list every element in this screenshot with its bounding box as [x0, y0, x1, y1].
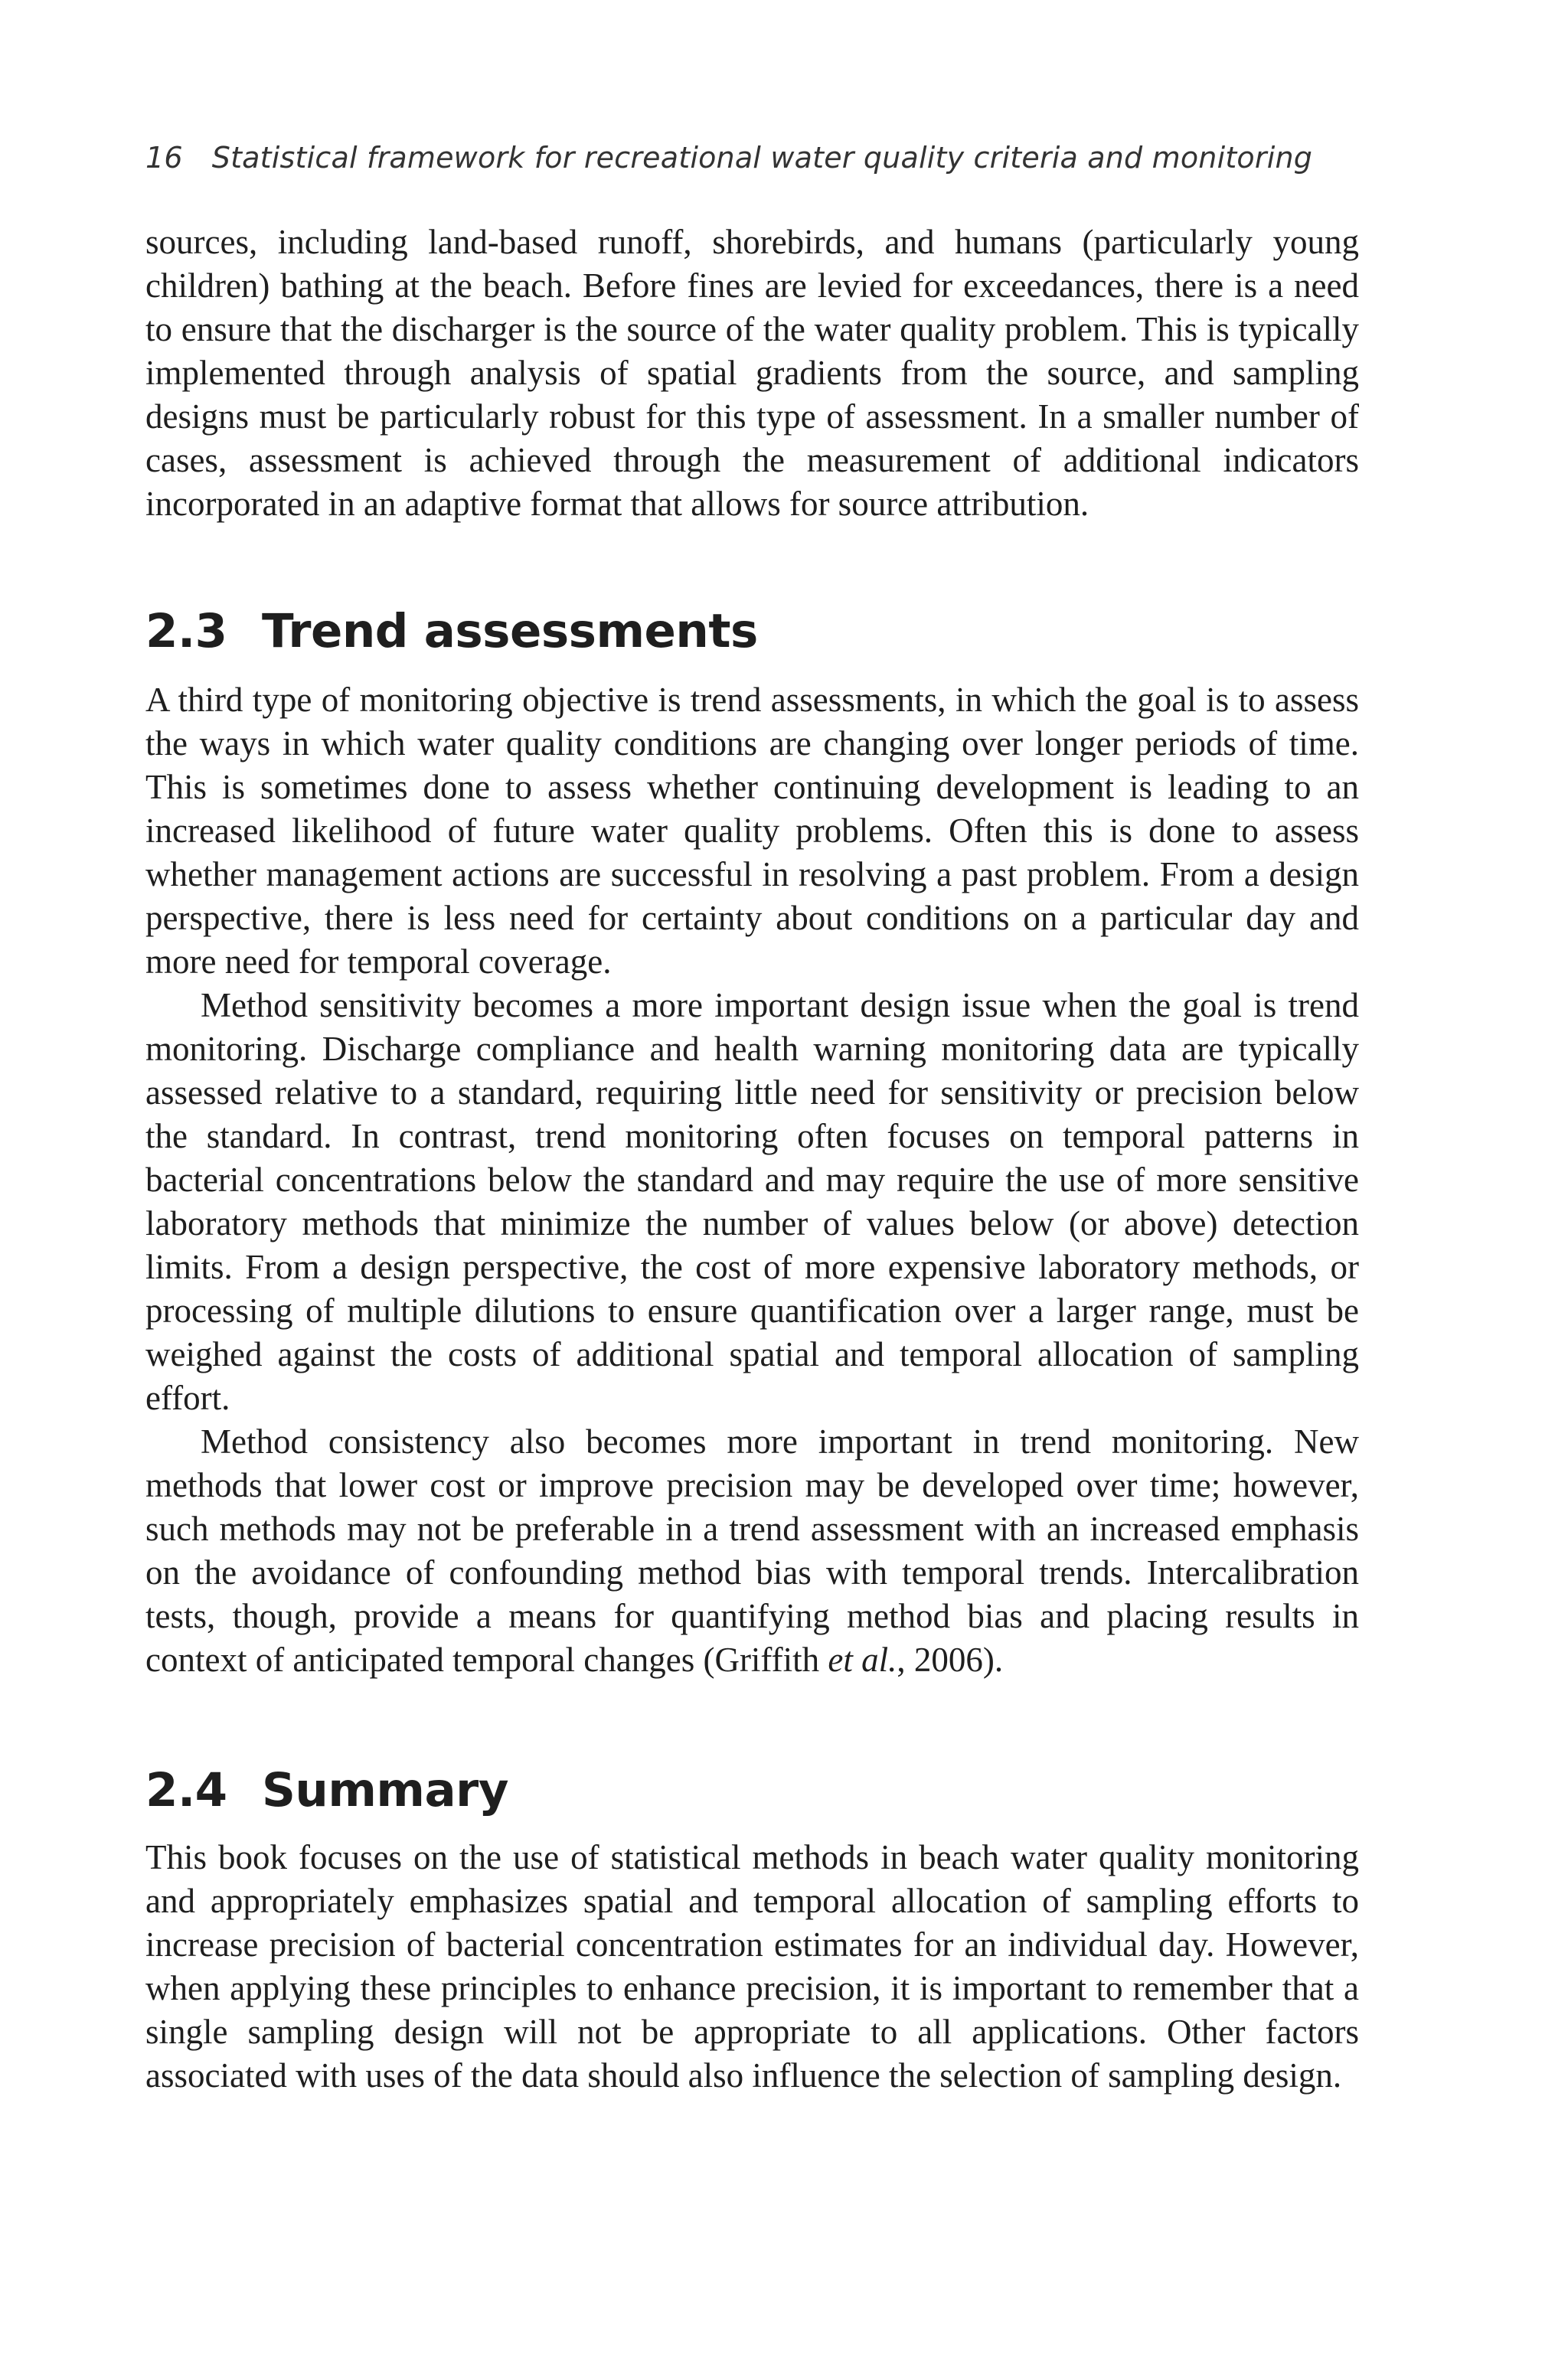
intro-paragraph: sources, including land-based runoff, shorebirds, and humans (particularly young children) bathing at the beach. Before fines are levied for exceedances, there is a need to ensure that the discharger is the source of the water quality problem. This is typically implemented through analysis of spatial gradients from the source, and sampling designs must be particularly robust for this type of assessment. In a smaller number of cases, assessment is achieved through the measurement of additional indicators incorporated in an adaptive format that allows for source attribution. [145, 223, 1359, 523]
section-heading-trend-assessments [145, 601, 758, 662]
section-heading-summary [145, 1760, 508, 1821]
citation-et-al: et al. [828, 1641, 897, 1679]
running-head-title: Statistical framework for recreational water quality criteria and monitoring [211, 141, 1313, 175]
body-paragraph: Method sensitivity becomes a more important design issue when the goal is trend monitoring. Discharge compliance and health warning monitoring data are typically assessed relative to a standard, requiring little need for sensitivity or precision below the standard. In contrast, trend monitoring often focuses on temporal patterns in bacterial concentrations below the standard and may require the use of more sensitive laboratory methods that minimize the number of values below (or above) detection limits. From a design perspective, the cost of more expensive laboratory methods, or processing of multiple dilutions to ensure quantification over a larger range, must be weighed against the costs of additional spatial and temporal allocation of sampling effort. [145, 986, 1359, 1417]
page-number: 16 [145, 141, 183, 175]
body-paragraph-with-citation [145, 1420, 1359, 1682]
section-number: 2.3 [145, 604, 227, 658]
citation-year: , 2006). [897, 1641, 1004, 1679]
paragraph-text: Method consistency also becomes more important in trend monitoring. New methods that lower cost or improve precision may be developed over time; however, such methods may not be preferable in a trend assessment with an increased emphasis on the avoidance of confounding method bias with temporal trends. Intercalibration tests, though, provide a means for quantifying method bias and placing results in context of anticipated temporal changes (Griffith [145, 1422, 1359, 1679]
intro-text-block [145, 220, 1359, 526]
trend-assessments-text-block [145, 678, 1359, 1682]
running-head [145, 136, 1386, 179]
section-title: Trend assessments [262, 604, 758, 658]
section-title: Summary [262, 1763, 508, 1817]
section-number: 2.4 [145, 1763, 227, 1817]
summary-text-block [145, 1836, 1359, 2098]
body-paragraph: This book focuses on the use of statistical methods in beach water quality monitoring and appropriately emphasizes spatial and temporal allocation of sampling efforts to increase precision of bacterial concentration estimates for an individual day. However, when applying these principles to enhance precision, it is important to remember that a single sampling design will not be appropriate to all applications. Other factors associated with uses of the data should also influence the selection of sampling design. [145, 1838, 1359, 2095]
body-paragraph: A third type of monitoring objective is trend assessments, in which the goal is to assess the ways in which water quality conditions are changing over longer periods of time. This is sometimes done to assess whether continuing development is leading to an increased likelihood of future water quality problems. Often this is done to assess whether management actions are successful in resolving a past problem. From a design perspective, there is less need for certainty about conditions on a particular day and more need for temporal coverage. [145, 681, 1359, 981]
